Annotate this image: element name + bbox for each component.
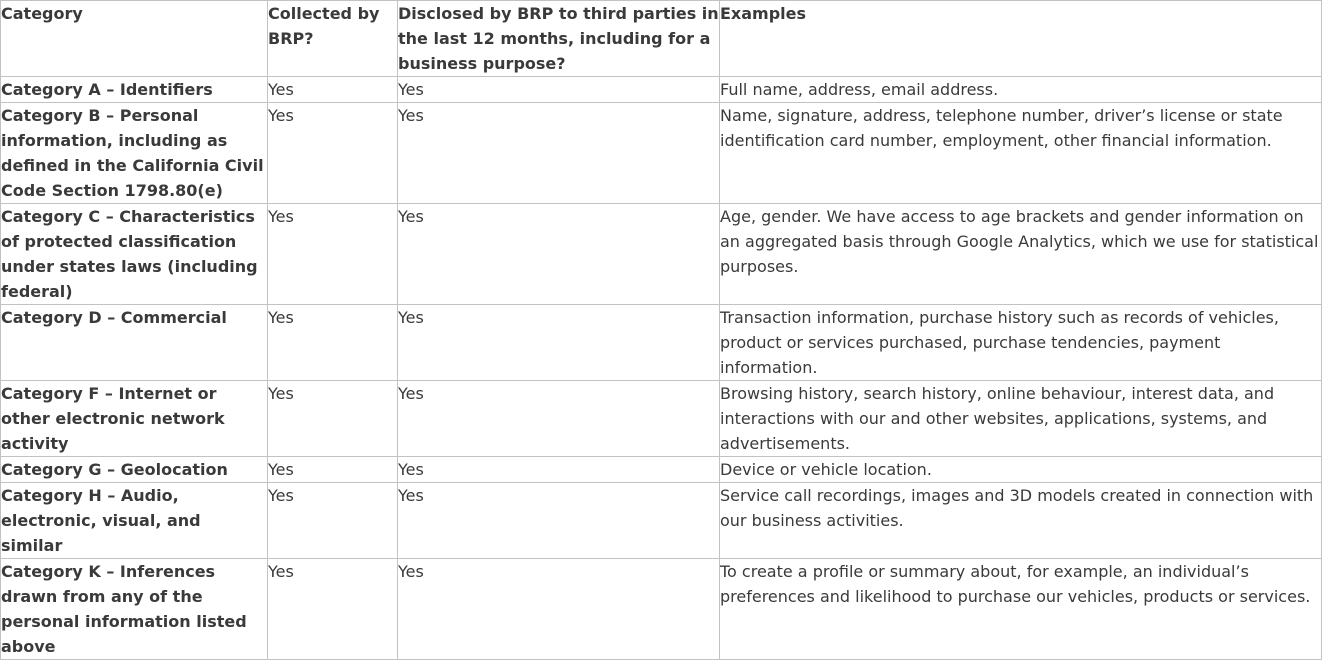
disclosed-cell: Yes <box>398 103 720 204</box>
table-row <box>1 103 1322 204</box>
table-row <box>1 204 1322 305</box>
disclosed-cell: Yes <box>398 457 720 483</box>
collected-cell: Yes <box>268 483 398 559</box>
category-cell: Category K – Inferences drawn from any of the personal information listed above <box>1 559 268 660</box>
examples-cell: Service call recordings, images and 3D models created in connection with our business activities. <box>720 483 1322 559</box>
examples-cell: Name, signature, address, telephone number, driver’s license or state identification card number, employment, other financial information. <box>720 103 1322 204</box>
examples-cell: To create a profile or summary about, for example, an individual’s preferences and likelihood to purchase our vehicles, products or services. <box>720 559 1322 660</box>
disclosed-cell: Yes <box>398 559 720 660</box>
disclosed-cell: Yes <box>398 204 720 305</box>
table-row <box>1 77 1322 103</box>
table-row <box>1 305 1322 381</box>
collected-cell: Yes <box>268 103 398 204</box>
examples-cell: Transaction information, purchase history such as records of vehicles, product or services purchased, purchase tendencies, payment information. <box>720 305 1322 381</box>
disclosed-cell: Yes <box>398 483 720 559</box>
category-cell: Category D – Commercial <box>1 305 268 381</box>
category-cell: Category H – Audio, electronic, visual, and similar <box>1 483 268 559</box>
table-row <box>1 559 1322 660</box>
collected-cell: Yes <box>268 305 398 381</box>
category-cell: Category F – Internet or other electronic network activity <box>1 381 268 457</box>
table-row <box>1 457 1322 483</box>
category-cell: Category B – Personal information, including as defined in the California Civil Code Section 1798.80(e) <box>1 103 268 204</box>
category-cell: Category C – Characteristics of protected classification under states laws (including federal) <box>1 204 268 305</box>
examples-cell: Browsing history, search history, online behaviour, interest data, and interactions with our and other websites, applications, systems, and advertisements. <box>720 381 1322 457</box>
table-row <box>1 483 1322 559</box>
examples-cell: Device or vehicle location. <box>720 457 1322 483</box>
disclosed-cell: Yes <box>398 77 720 103</box>
examples-cell: Age, gender. We have access to age brackets and gender information on an aggregated basis through Google Analytics, which we use for statistical purposes. <box>720 204 1322 305</box>
collected-cell: Yes <box>268 204 398 305</box>
collected-cell: Yes <box>268 381 398 457</box>
collected-cell: Yes <box>268 457 398 483</box>
header-collected: Collected by BRP? <box>268 1 398 77</box>
table-row <box>1 381 1322 457</box>
collected-cell: Yes <box>268 559 398 660</box>
collected-cell: Yes <box>268 77 398 103</box>
category-cell: Category G – Geolocation <box>1 457 268 483</box>
category-cell: Category A – Identifiers <box>1 77 268 103</box>
header-disclosed: Disclosed by BRP to third parties in the last 12 months, including for a business purpose? <box>398 1 720 77</box>
header-category: Category <box>1 1 268 77</box>
disclosed-cell: Yes <box>398 305 720 381</box>
table-header-row <box>1 1 1322 77</box>
examples-cell: Full name, address, email address. <box>720 77 1322 103</box>
disclosed-cell: Yes <box>398 381 720 457</box>
header-examples: Examples <box>720 1 1322 77</box>
